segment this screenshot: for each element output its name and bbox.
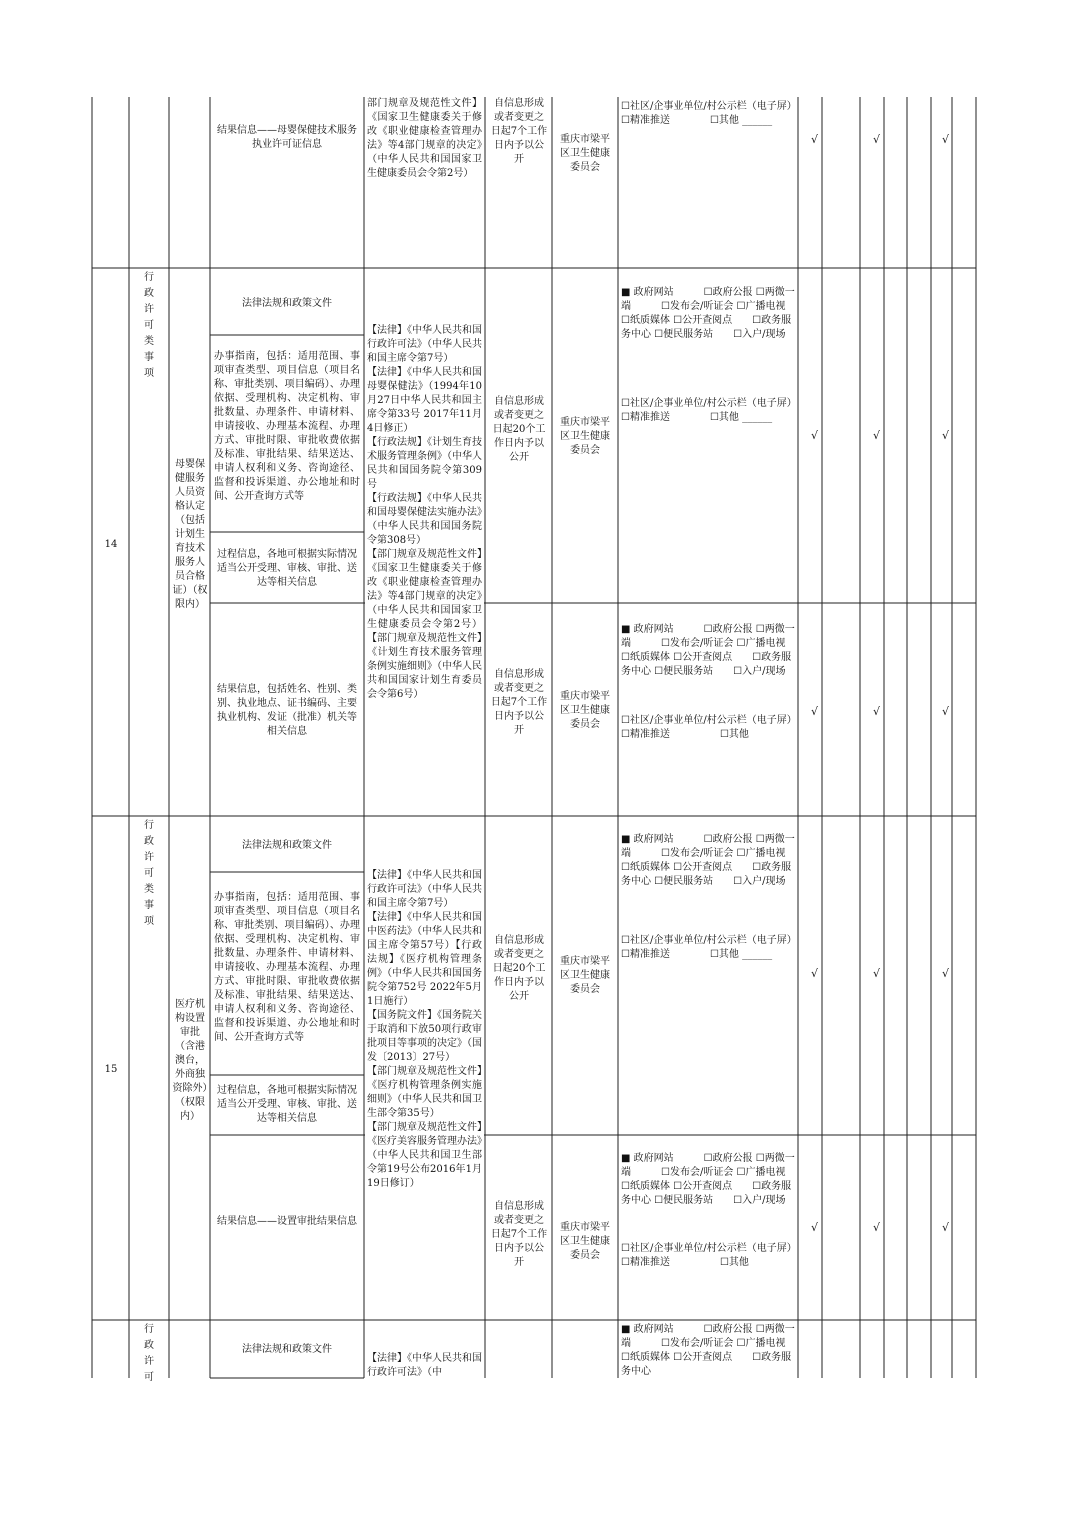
checkmark: √: [873, 429, 881, 442]
row13-channels: ☐社区/企事业单位/村公示栏（电子屏） ☐精准推送 ☐其他 ______: [621, 101, 797, 126]
row14-channels-b: ■ 政府网站 ☐政府公报 ☐两微一端 ☐发布会/听证会 ☐广播电视 ☐纸质媒体 ☐公开查阅点 ☐政务服务中心 ☐便民服务站 ☐入户/现场: [621, 624, 816, 677]
row14-content-result: 结果信息，包括姓名、性别、类别、执业地点、证书编码、主要执业机构、发证（批准）机关等相关信息: [217, 684, 357, 737]
row13-subject: 重庆市梁平区卫生健康委员会: [560, 134, 610, 173]
row14-subject-b: 重庆市梁平区卫生健康委员会: [560, 691, 610, 730]
checkmark: √: [873, 967, 881, 980]
row15-channels-a: ■ 政府网站 ☐政府公报 ☐两微一端 ☐发布会/听证会 ☐广播电视 ☐纸质媒体 ☐公开查阅点 ☐政务服务中心 ☐便民服务站 ☐入户/现场: [621, 834, 816, 887]
row14-time-a: 自信息形成或者变更之日起20个工作日内予以公开: [492, 396, 546, 463]
row16-basis: 【法律】《中华人民共和国行政许可法》（中: [367, 1353, 482, 1378]
row15-time-b: 自信息形成或者变更之日起7个工作日内予以公开: [490, 1201, 548, 1268]
row14-number: 14: [104, 539, 118, 550]
row14-channels-b-more: ☐社区/企事业单位/村公示栏（电子屏） ☐精准推送 ☐其他: [621, 715, 797, 740]
row15-channels-b: ■ 政府网站 ☐政府公报 ☐两微一端 ☐发布会/听证会 ☐广播电视 ☐纸质媒体 ☐公开查阅点 ☐政务服务中心 ☐便民服务站 ☐入户/现场: [621, 1153, 816, 1206]
checkmark: √: [942, 967, 950, 980]
row14-channels-a: ■ 政府网站 ☐政府公报 ☐两微一端 ☐发布会/听证会 ☐广播电视 ☐纸质媒体 ☐公开查阅点 ☐政务服务中心 ☐便民服务站 ☐入户/现场: [621, 287, 816, 340]
checkmark: √: [811, 1221, 819, 1234]
row13-time: 自信息形成或者变更之日起7个工作日内予以公开: [490, 98, 548, 165]
row15-category: 行政许可类事项: [144, 820, 154, 927]
row15-item-name: 医疗机构设置审批（含港澳台，外商独资除外）（权限内）: [172, 999, 208, 1122]
checkmark: √: [873, 133, 881, 146]
row14-content-guide: 办事指南，包括：适用范围、事项审查类型、项目信息（项目名称、审批类别、项目编码）、办理依据、受理机构、决定机构、审批数量、办理条件、申请材料、申请接收、办理基本流程、办理方式、审批时限、审批收费依据及标准、审批结果、结果送达、申请人权利和义务、咨询途径、监督和投诉渠道、办公地址和时间、公开查询方式等: [214, 351, 360, 502]
row14-content-process: 过程信息，各地可根据实际情况适当公开受理、审核、审批、送达等相关信息: [217, 549, 357, 588]
row15-subject-b: 重庆市梁平区卫生健康委员会: [560, 1222, 610, 1261]
checkmark: √: [811, 429, 819, 442]
checkmark: √: [811, 133, 819, 146]
row15-content-result: 结果信息——设置审批结果信息: [217, 1216, 357, 1227]
row13-content-result: 结果信息——母婴保健技术服务执业许可证信息: [217, 125, 357, 150]
checkmark: √: [873, 1221, 881, 1234]
row15-content-law: 法律法规和政策文件: [242, 840, 332, 851]
checkmark: √: [942, 429, 950, 442]
checkmark: √: [942, 1221, 950, 1234]
row14-subject-a: 重庆市梁平区卫生健康委员会: [560, 417, 610, 456]
checkmark: √: [811, 967, 819, 980]
row13-basis: 部门规章及规范性文件】《国家卫生健康委关于修改《职业健康检查管理办法》等4部门规章的决定》（中华人民共和国国家卫生健康委员会令第2号）: [367, 98, 482, 179]
row15-content-process: 过程信息，各地可根据实际情况适当公开受理、审核、审批、送达等相关信息: [217, 1085, 357, 1124]
checkmark: √: [942, 133, 950, 146]
row14-item-name: 母婴保健服务人员资格认定（包括计划生育技术服务人员合格证）（权限内）: [172, 459, 208, 610]
row14-basis: 【法律】《中华人民共和国行政许可法》（中华人民共和国主席令第7号） 【法律】《中华人民共和国母婴保健法》（1994年10月27日中华人民共和国主席令第33号 2017年11月4日修正） 【行政法规】《计划生育技术服务管理条例》（中华人民共和国国务院令第309号 【行政法规】《中华人民共和国母婴保健法实施办法》（中华人民共和国国务院令第308号） 【部门规章及规范性文件】《国家卫生健康委关于修改《职业健康检查管理办法》等4部门规章的决定》（中华人民共和国国家卫生健康委员会令第2号）【部门规章及规范性文件】《计划生育技术服务管理条例实施细则》（中华人民共和国国家计划生育委员会令第6号）: [367, 325, 482, 700]
row15-channels-b-more: ☐社区/企事业单位/村公示栏（电子屏） ☐精准推送 ☐其他: [621, 1243, 797, 1268]
row15-content-guide: 办事指南，包括：适用范围、事项审查类型、项目信息（项目名称、审批类别、项目编码）、办理依据、受理机构、决定机构、审批数量、办理条件、申请材料、申请接收、办理基本流程、办理方式、审批时限、审批收费依据及标准、审批结果、结果送达、申请人权利和义务、咨询途径、监督和投诉渠道、办公地址和时间、公开查询方式等: [214, 892, 360, 1043]
row15-subject-a: 重庆市梁平区卫生健康委员会: [560, 956, 610, 995]
checkmark: √: [873, 705, 881, 718]
row15-number: 15: [104, 1064, 118, 1075]
row16-channels: ■ 政府网站 ☐政府公报 ☐两微一端 ☐发布会/听证会 ☐广播电视 ☐纸质媒体 ☐公开查阅点 ☐政务服务中心: [621, 1324, 816, 1377]
row15-channels-a-more: ☐社区/企事业单位/村公示栏（电子屏） ☐精准推送 ☐其他 ______: [621, 935, 797, 960]
row14-time-b: 自信息形成或者变更之日起7个工作日内予以公开: [490, 669, 548, 736]
checkmark: √: [942, 705, 950, 718]
row16-category: 行政许可: [144, 1324, 154, 1383]
row14-content-law: 法律法规和政策文件: [242, 298, 332, 309]
checkmark: √: [811, 705, 819, 718]
row16-content-law: 法律法规和政策文件: [242, 1344, 332, 1355]
row15-basis: 【法律】《中华人民共和国行政许可法》（中华人民共和国主席令第7号） 【法律】《中华人民共和国中医药法》（中华人民共和国主席令第57号）【行政法规】《医疗机构管理条例》（中华人民共和国国务院令第752号 2022年5月1日施行） 【国务院文件】《国务院关于取消和下放50项行政审批项目等事项的决定》（国发〔2013〕27号） 【部门规章及规范性文件】《医疗机构管理条例实施细则》（中华人民共和国卫生部令第35号） 【部门规章及规范性文件】《医疗美容服务管理办法》（中华人民共和国卫生部令第19号公布2016年1月19日修订）: [367, 870, 482, 1189]
row14-channels-a-more: ☐社区/企事业单位/村公示栏（电子屏） ☐精准推送 ☐其他 ______: [621, 398, 797, 423]
row15-time-a: 自信息形成或者变更之日起20个工作日内予以公开: [492, 935, 546, 1002]
row14-category: 行政许可类事项: [144, 272, 154, 379]
